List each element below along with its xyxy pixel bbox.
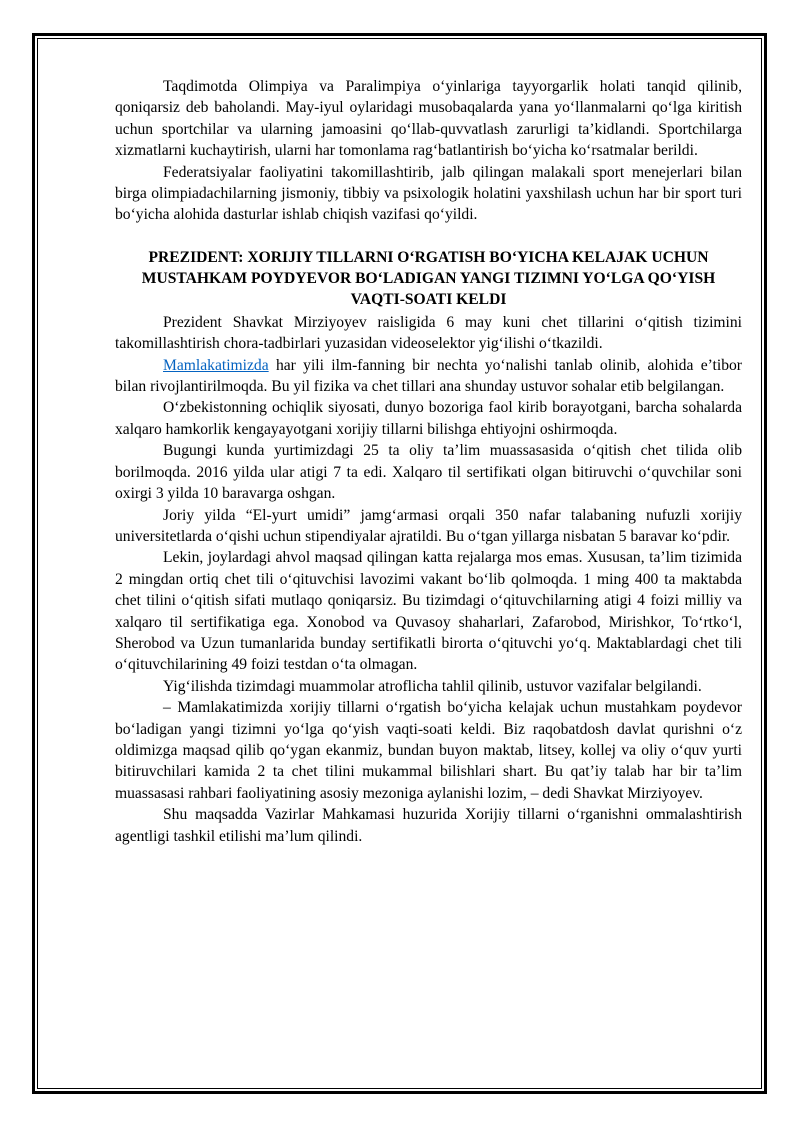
article-paragraph-3: O‘zbekistonning ochiqlik siyosati, dunyo bozoriga faol kirib borayotgani, barcha sohalarda xalqaro hamkorlik kengayayotgani xorijiy tillarni bilishga ehtiyojni oshirmoqda. [115, 399, 742, 438]
article-paragraph-4: Bugungi kunda yurtimizdagi 25 ta oliy ta’lim muassasasida o‘qitish chet tilida olib borilmoqda. 2016 yilda ular atigi 7 ta edi. Xalqaro til sertifikati olgan bitiruvchi o‘quvchilar soni oxirgi 3 yilda 10 baravarga oshgan. [115, 442, 742, 503]
article-paragraph-7: Yig‘ilishda tizimdagi muammolar atroflicha tahlil qilinib, ustuvor vazifalar belgilandi. [163, 677, 702, 695]
article-paragraph-2 [115, 355, 742, 398]
article-paragraph-2-text: har yili ilm-fanning bir nechta yo‘nalishi tanlab olinib, alohida e’tibor bilan rivojlantirilmoqda. Bu yil fizika va chet tillari ana shunday ustuvor sohalar etib belgilangan. [115, 356, 742, 396]
document-body [115, 76, 742, 847]
mamlakatimizda-link[interactable]: Mamlakatimizda [163, 356, 269, 374]
article-heading: PREZIDENT: XORIJIY TILLARNI O‘RGATISH BO‘YICHA KELAJAK UCHUN MUSTAHKAM POYDYEVOR BO‘LADIGAN YANGI TIZIMNI YO‘LGA QO‘YISH VAQTI-SOATI KELDI [141, 248, 716, 308]
article-paragraph-5: Joriy yilda “El-yurt umidi” jamg‘armasi orqali 350 nafar talabaning nufuzli xorijiy universitetlarda o‘qishi uchun stipendiyalar ajratildi. Bu o‘tgan yillarga nisbatan 5 baravar ko‘pdir. [115, 506, 742, 545]
article-paragraph-9: Shu maqsadda Vazirlar Mahkamasi huzurida Xorijiy tillarni o‘rganishni ommalashtirish agentligi tashkil etilishi ma’lum qilindi. [115, 806, 742, 845]
intro-paragraph-2: Federatsiyalar faoliyatini takomillashtirib, jalb qilingan malakali sport menejerlari bilan birga olimpiadachilarning jismoniy, tibbiy va psixologik holatini yaxshilash uchun har bir sport turi bo‘yicha alohida dasturlar ishlab chiqish vazifasi qo‘yildi. [115, 163, 742, 224]
article-paragraph-1: Prezident Shavkat Mirziyoyev raisligida 6 may kuni chet tillarini o‘qitish tizimini takomillashtirish chora-tadbirlari yuzasidan videoselektor yig‘ilishi o‘tkazildi. [115, 313, 742, 353]
article-paragraph-6: Lekin, joylardagi ahvol maqsad qilingan katta rejalarga mos emas. Xususan, ta’lim tizimida 2 mingdan ortiq chet tili o‘qituvchisi lavozimi vakant bo‘lib qolmoqda. 1 ming 400 ta maktabda chet tilini o‘qitish sifati mutlaqo qoniqarsiz. Bu tizimdagi o‘qituvchilarning atigi 4 foizi milliy va xalqaro til sertifikatiga ega. Xonobod va Quvasoy shaharlari, Zafarobod, Mirishkor, To‘rtko‘l, Sherobod va Uzun tumanlarida bunday sertifikatli birorta o‘qituvchi yo‘q. Maktablardagi chet tili o‘qituvchilarining 49 foizi testdan o‘ta olmagan. [115, 549, 742, 674]
intro-paragraph-1: Taqdimotda Olimpiya va Paralimpiya o‘yinlariga tayyorgarlik holati tanqid qilinib, qoniqarsiz deb baholandi. May-iyul oylaridagi musobaqalarda yana yo‘llanmalarni qo‘lga kiritish uchun sportchilar va ularning jamoasini qo‘llab-quvvatlash zarurligi ta’kidlandi. Sportchilarga xizmatlarni kuchaytirish, ularni har tomonlama rag‘batlantirish bo‘yicha ko‘rsatmalar berildi. [115, 78, 742, 160]
article-paragraph-8: – Mamlakatimizda xorijiy tillarni o‘rgatish bo‘yicha kelajak uchun mustahkam poydevor bo‘ladigan yangi tizimni yo‘lga qo‘yish vaqti-soati keldi. Biz raqobatdosh davlat qurishni o‘z oldimizga maqsad qilib qo‘ygan ekanmiz, bundan buyon maktab, litsey, kollej va oliy o‘quv yurti bitiruvchilari kamida 2 ta chet tilini mukammal bilishlari shart. Bu qat’iy talab har bir ta’lim muassasasi rahbari faoliyatining asosiy mezoniga aylanishi lozim, – dedi Shavkat Mirziyoyev. [115, 699, 742, 802]
